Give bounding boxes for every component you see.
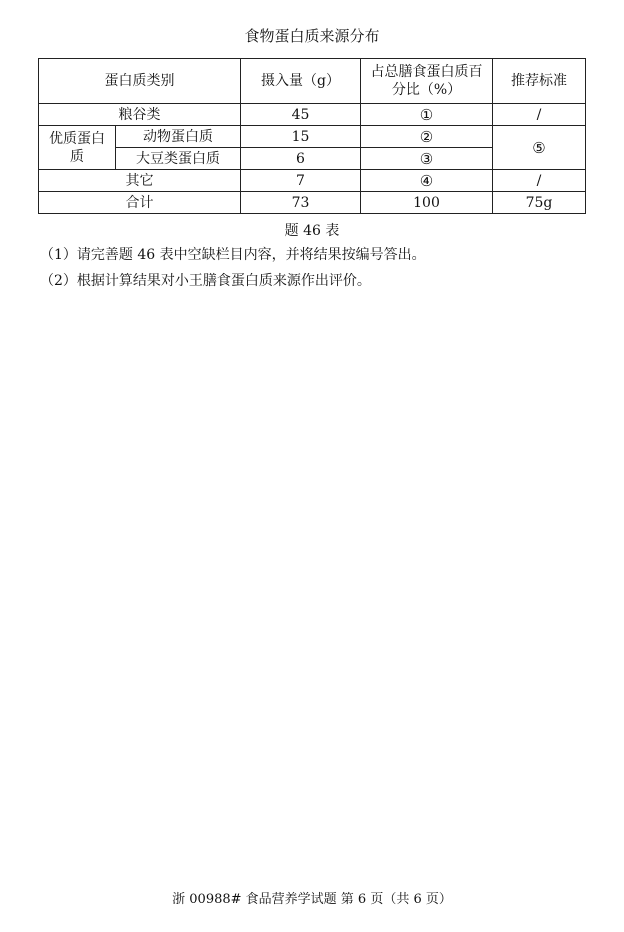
cell-animal-name: 动物蛋白质 [116, 126, 241, 148]
cell-total-standard: 75g [493, 192, 586, 214]
cell-soy-intake: 6 [241, 148, 361, 170]
cell-other-intake: 7 [241, 170, 361, 192]
cell-other-name: 其它 [39, 170, 241, 192]
table-caption: 题 46 表 [284, 223, 340, 239]
cell-total-percent: 100 [361, 192, 493, 214]
quality-group-line1: 优质蛋白 [49, 130, 105, 147]
cell-soy-percent: ③ [361, 148, 493, 170]
table-row-animal [39, 126, 586, 148]
header-standard: 推荐标准 [493, 59, 586, 104]
cell-quality-group [39, 126, 116, 170]
header-percent-line1: 占总膳食蛋白质百 [370, 64, 483, 80]
header-percent [361, 59, 493, 104]
header-intake: 摄入量（g） [241, 59, 361, 104]
cell-total-name: 合计 [39, 192, 241, 214]
cell-grain-name: 粮谷类 [39, 104, 241, 126]
table-row-total [39, 192, 586, 214]
question-1: （1）请完善题 46 表中空缺栏目内容，并将结果按编号答出。 [40, 247, 426, 263]
table-title: 食物蛋白质来源分布 [244, 27, 380, 45]
cell-quality-standard: ⑤ [493, 126, 586, 170]
table-row-other [39, 170, 586, 192]
cell-grain-percent: ① [361, 104, 493, 126]
cell-other-standard: / [493, 170, 586, 192]
quality-group-line2: 质 [70, 148, 84, 165]
cell-soy-name: 大豆类蛋白质 [116, 148, 241, 170]
table-row-grain [39, 104, 586, 126]
protein-source-table [38, 58, 586, 214]
cell-animal-intake: 15 [241, 126, 361, 148]
cell-grain-intake: 45 [241, 104, 361, 126]
header-percent-line2: 分比（%） [391, 82, 462, 98]
table-header-row [39, 59, 586, 104]
cell-other-percent: ④ [361, 170, 493, 192]
cell-grain-standard: / [493, 104, 586, 126]
question-2: （2）根据计算结果对小王膳食蛋白质来源作出评价。 [40, 273, 371, 289]
page-footer: 浙 00988# 食品营养学试题 第 6 页（共 6 页） [172, 892, 452, 907]
header-category: 蛋白质类别 [39, 59, 241, 104]
cell-animal-percent: ② [361, 126, 493, 148]
cell-total-intake: 73 [241, 192, 361, 214]
